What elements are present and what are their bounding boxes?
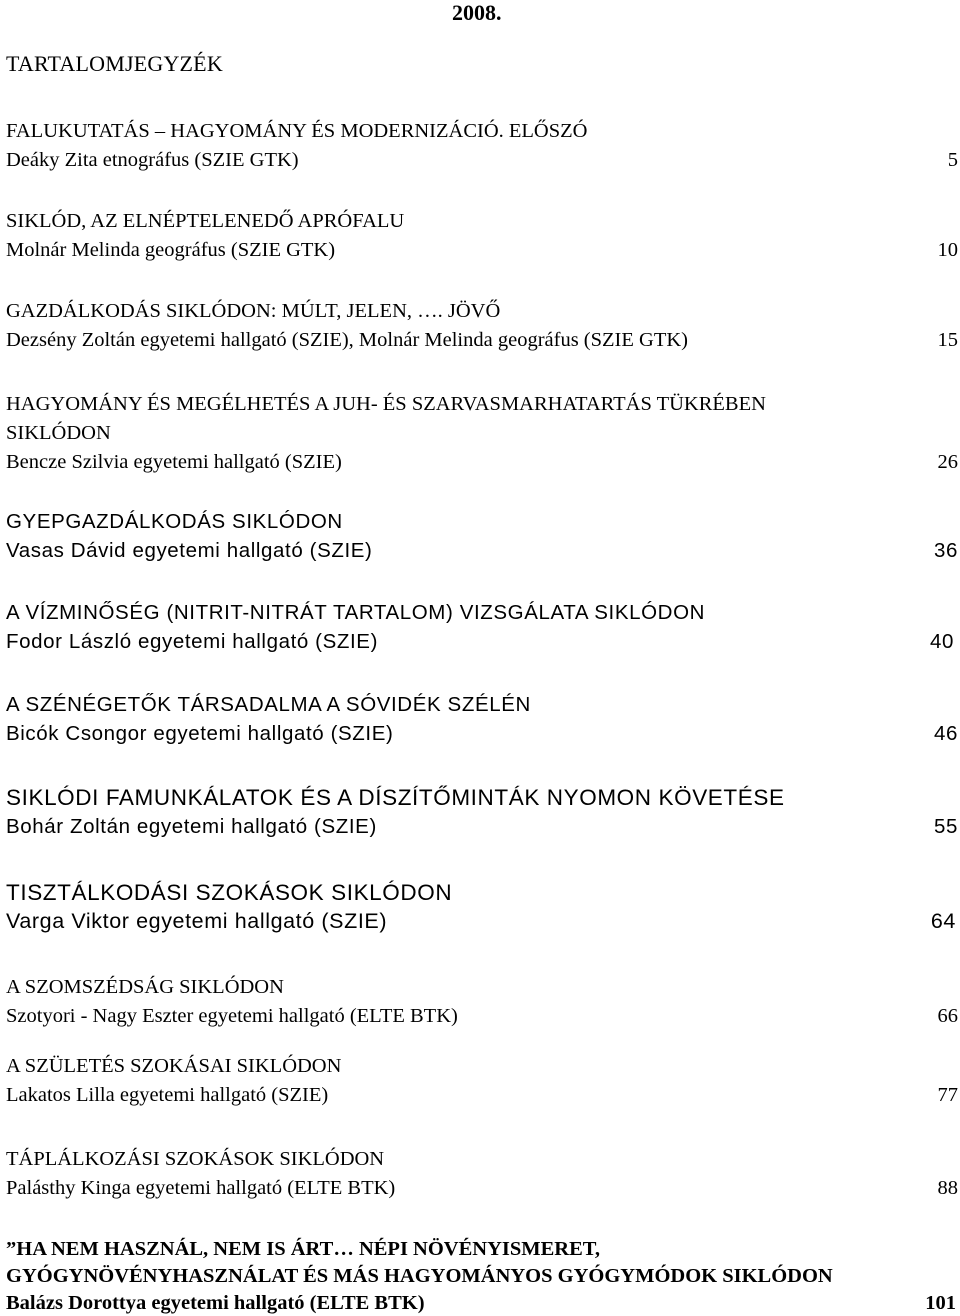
entry-page-number: 88 (937, 1177, 958, 1199)
entry-author-line (6, 812, 958, 841)
entry-title-line: A VÍZMINŐSÉG (NITRIT-NITRÁT TARTALOM) VIZSGÁLATA SIKLÓDON (6, 601, 706, 624)
entry-author: Palásthy Kinga egyetemi hallgató (ELTE BTK) (6, 1177, 396, 1199)
entry-title-line: ”HA NEM HASZNÁL, NEM IS ÁRT… NÉPI NÖVÉNYISMERET, (6, 1238, 601, 1260)
entry-author: Varga Viktor egyetemi hallgató (SZIE) (6, 909, 388, 933)
entry-title-line: SIKLÓD, AZ ELNÉPTELENEDŐ APRÓFALU (6, 210, 405, 232)
entry-author-line (6, 719, 958, 748)
toc-entry (6, 878, 958, 936)
entry-author-line (6, 326, 958, 355)
document-year: 2008. (452, 0, 502, 25)
entry-title-line: HAGYOMÁNY ÉS MEGÉLHETÉS A JUH- ÉS SZARVASMARHATARTÁS TÜKRÉBEN (6, 393, 766, 415)
entry-author: Balázs Dorottya egyetemi hallgató (ELTE BTK) (6, 1292, 425, 1314)
entry-author: Dezsény Zoltán egyetemi hallgató (SZIE), Molnár Melinda geográfus (SZIE GTK) (6, 329, 688, 351)
entry-author-line (6, 448, 958, 477)
toc-entry (6, 1236, 958, 1316)
entry-page-number: 46 (933, 722, 958, 745)
entry-title-line: FALUKUTATÁS – HAGYOMÁNY ÉS MODERNIZÁCIÓ. ELŐSZÓ (6, 120, 588, 142)
entry-author: Lakatos Lilla egyetemi hallgató (SZIE) (6, 1084, 329, 1106)
entry-author: Deáky Zita etnográfus (SZIE GTK) (6, 149, 299, 171)
entry-page-number: 55 (933, 815, 958, 838)
entry-author: Bencze Szilvia egyetemi hallgató (SZIE) (6, 451, 342, 473)
entry-page-number: 64 (930, 909, 956, 933)
entry-title-line: GAZDÁLKODÁS SIKLÓDON: MÚLT, JELEN, …. JÖVŐ (6, 300, 501, 322)
entry-author: Fodor László egyetemi hallgató (SZIE) (6, 630, 379, 653)
entry-title-line: A SZOMSZÉDSÁG SIKLÓDON (6, 976, 284, 998)
entry-author: Molnár Melinda geográfus (SZIE GTK) (6, 239, 336, 261)
toc-entry (6, 690, 958, 748)
document-title: TARTALOMJEGYZÉK (6, 51, 223, 76)
toc-entry (6, 297, 958, 355)
entry-page-number: 10 (937, 239, 958, 261)
entry-title-line: TÁPLÁLKOZÁSI SZOKÁSOK SIKLÓDON (6, 1148, 385, 1170)
entry-title-line: A SZÉNÉGETŐK TÁRSADALMA A SÓVIDÉK SZÉLÉN (6, 693, 531, 716)
entry-title-line: SIKLÓDI FAMUNKÁLATOK ÉS A DÍSZÍTŐMINTÁK NYOMON KÖVETÉSE (6, 785, 785, 810)
entry-title-line: TISZTÁLKODÁSI SZOKÁSOK SIKLÓDON (6, 880, 453, 905)
entry-author-line (6, 1174, 958, 1203)
toc-entry (6, 507, 958, 565)
toc-entry (6, 1145, 958, 1203)
toc-entry (6, 973, 958, 1031)
entry-title-line: GYÓGYNÖVÉNYHASZNÁLAT ÉS MÁS HAGYOMÁNYOS GYÓGYMÓDOK SIKLÓDON (6, 1265, 833, 1287)
entry-author-line (6, 1081, 958, 1110)
entry-author-line (6, 536, 958, 565)
toc-entry (6, 390, 958, 477)
entry-author-line (6, 907, 958, 936)
entry-page-number: 26 (937, 451, 958, 473)
entry-page-number: 15 (937, 329, 958, 351)
entry-author-line (6, 1290, 958, 1316)
entry-page-number: 101 (925, 1292, 956, 1314)
entry-page-number: 77 (937, 1084, 958, 1106)
entry-title-line: A SZÜLETÉS SZOKÁSAI SIKLÓDON (6, 1055, 342, 1077)
toc-entry (6, 117, 958, 175)
entry-author: Vasas Dávid egyetemi hallgató (SZIE) (6, 539, 373, 562)
entry-author-line (6, 236, 958, 265)
toc-entry (6, 1052, 958, 1110)
entry-author-line (6, 1002, 958, 1031)
toc-entry (6, 783, 958, 841)
toc-entry (6, 598, 958, 656)
entry-author: Szotyori - Nagy Eszter egyetemi hallgató (ELTE BTK) (6, 1005, 458, 1027)
entry-author: Bohár Zoltán egyetemi hallgató (SZIE) (6, 815, 377, 838)
toc-entry (6, 207, 958, 265)
entry-page-number: 66 (937, 1005, 958, 1027)
entry-title-line: SIKLÓDON (6, 422, 111, 444)
entry-page-number: 40 (929, 630, 954, 653)
entry-page-number: 36 (933, 539, 958, 562)
entry-page-number: 5 (947, 149, 958, 171)
entry-author-line (6, 146, 958, 175)
entry-title-line: GYEPGAZDÁLKODÁS SIKLÓDON (6, 510, 343, 533)
entry-author-line (6, 627, 958, 656)
entry-author: Bicók Csongor egyetemi hallgató (SZIE) (6, 722, 394, 745)
